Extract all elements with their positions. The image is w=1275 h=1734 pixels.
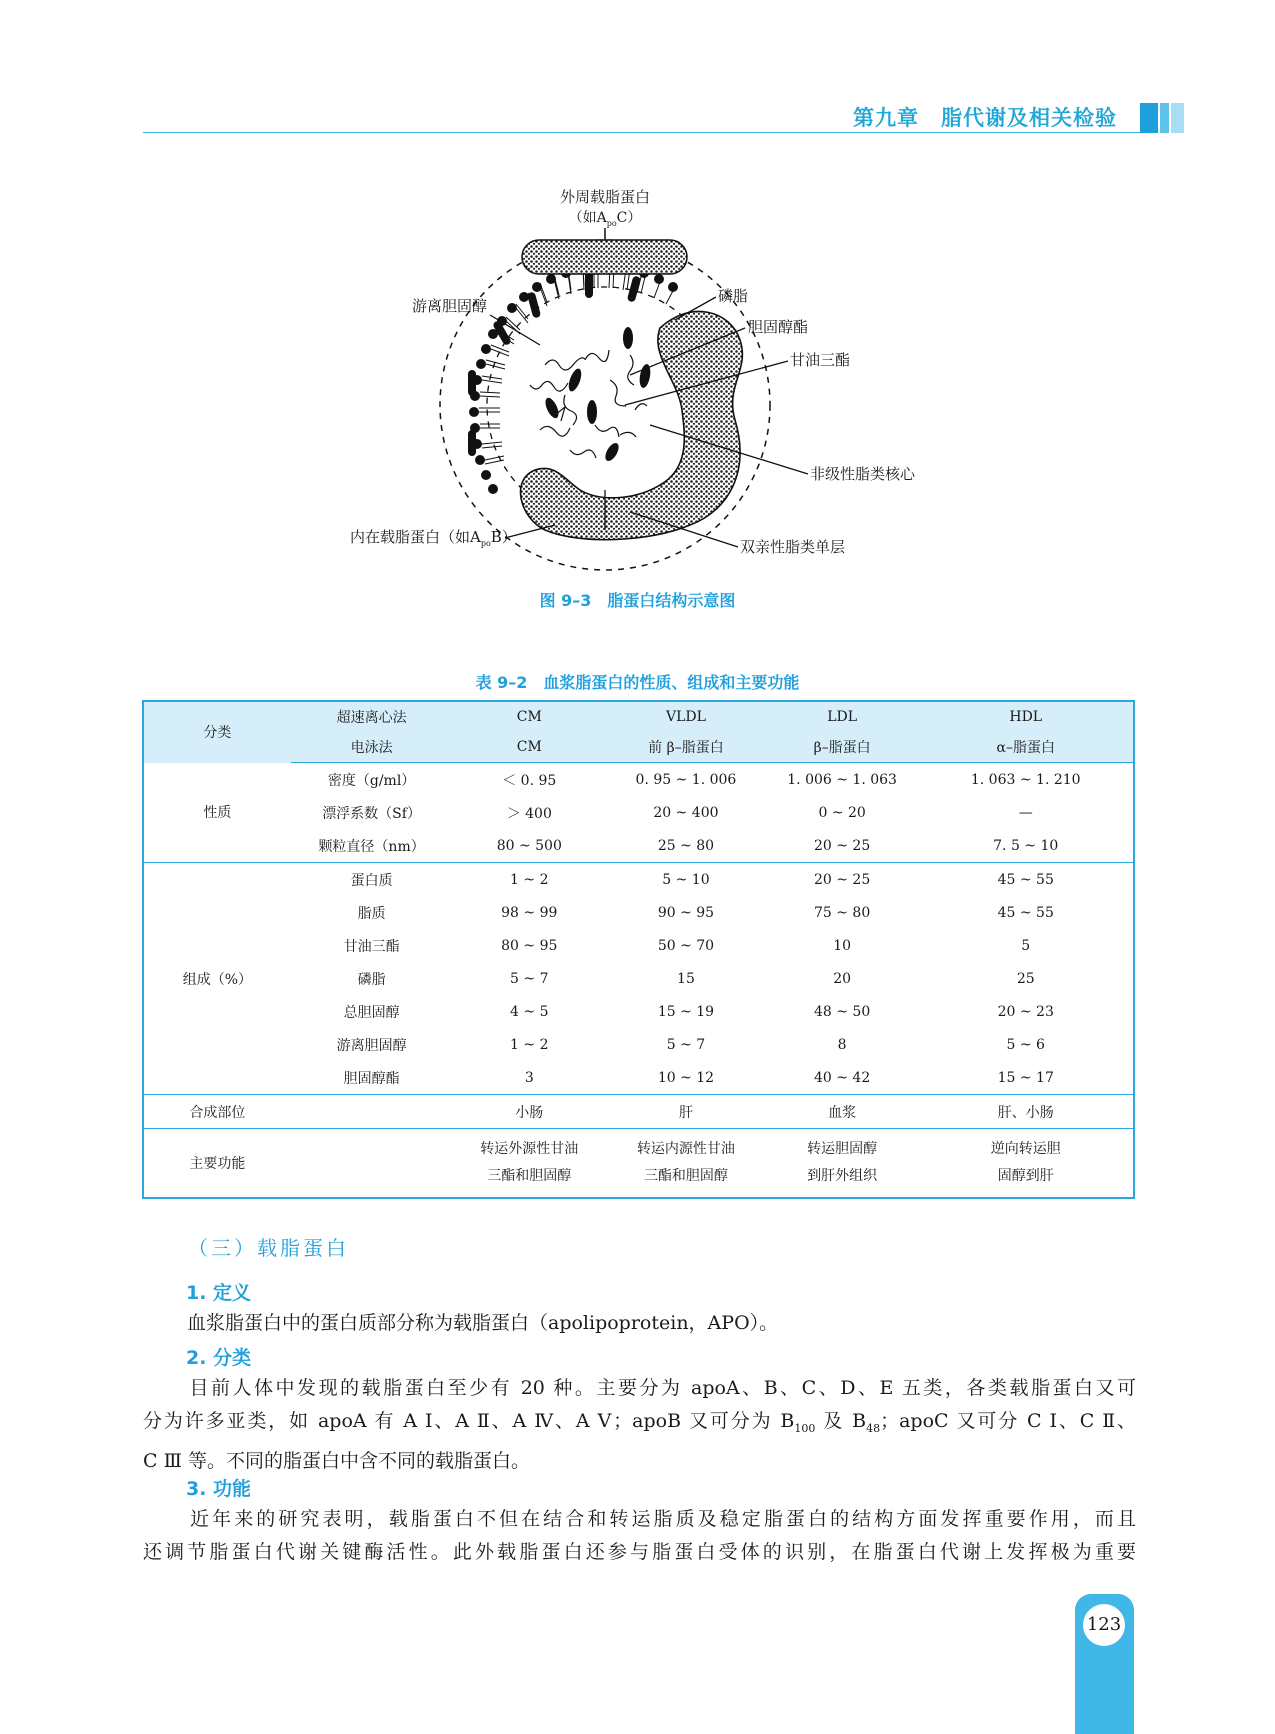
cell: ＜ 0. 95: [502, 772, 557, 789]
header-accent-block: [1160, 103, 1169, 133]
lipoprotein-diagram: [330, 180, 950, 580]
cell: 8: [837, 1036, 847, 1053]
table-caption: 表 9–2 血浆脂蛋白的性质、组成和主要功能: [475, 673, 800, 692]
cell: 10: [833, 937, 852, 954]
header-classification: 分类: [143, 701, 291, 763]
header-col-beta: β–脂蛋白: [766, 732, 919, 763]
label-cholesterol-ester: 胆固醇酯: [748, 318, 809, 336]
row-label: 密度（g/ml）: [327, 772, 416, 789]
table-row: [143, 796, 1134, 829]
header-col-cm-ep: CM: [452, 732, 606, 763]
cell: ＞ 400: [506, 805, 552, 822]
label-triglyceride: 甘油三酯: [790, 351, 851, 369]
cell: 20 ~ 25: [766, 863, 919, 897]
group-properties: 性质: [203, 805, 232, 822]
table-row: [143, 1095, 1134, 1129]
cell: 98 ~ 99: [501, 904, 558, 921]
group-synthesis-site: 合成部位: [143, 1095, 291, 1129]
cell: 45 ~ 55: [997, 904, 1054, 921]
cell: 75 ~ 80: [813, 904, 871, 921]
table-row: [143, 929, 1134, 962]
cell: 15 ~ 17: [997, 1069, 1054, 1086]
cell: 1. 063 ~ 1. 210: [970, 771, 1081, 788]
table-row: [143, 962, 1134, 995]
cell: 20 ~ 25: [813, 837, 871, 854]
label-phospholipid: 磷脂: [718, 287, 749, 305]
section-heading: （三）载脂蛋白: [188, 1236, 349, 1260]
table-row: [143, 896, 1134, 929]
cell: 10 ~ 12: [657, 1069, 715, 1086]
header-ultracentrifuge: 超速离心法: [291, 701, 453, 732]
cell: 逆向转运胆 固醇到肝: [918, 1129, 1134, 1199]
cell: 20: [833, 970, 852, 987]
label-peripheral-apo-example: （如$A_{po}C$）: [568, 210, 642, 228]
cell: 5: [1021, 937, 1031, 954]
cell: 80 ~ 500: [496, 837, 562, 854]
subheading-definition: 1. 定义: [186, 1282, 252, 1304]
cell: 20 ~ 23: [997, 1003, 1054, 1020]
row-label: 颗粒直径（nm）: [318, 838, 425, 855]
header-col-alpha: α–脂蛋白: [918, 732, 1134, 763]
cell: [291, 1095, 453, 1129]
cell: 25: [1016, 970, 1035, 987]
lipoprotein-table: [142, 700, 1135, 1199]
row-label: 游离胆固醇: [336, 1037, 407, 1054]
cell: 4 ~ 5: [510, 1003, 549, 1020]
cell: 15 ~ 19: [657, 1003, 715, 1020]
table-row: [143, 829, 1134, 863]
paragraph-definition: 血浆脂蛋白中的蛋白质部分称为载脂蛋白（apolipoprotein，APO）。: [187, 1312, 779, 1334]
header-electrophoresis: 电泳法: [291, 732, 453, 763]
header-col-vldl: VLDL: [606, 701, 766, 732]
cell: 转运内源性甘油 三酯和胆固醇: [606, 1129, 766, 1199]
cell: 小肠: [452, 1095, 606, 1129]
cell: 肝、小肠: [918, 1095, 1134, 1129]
table-row: [143, 1028, 1134, 1061]
cell: —: [1018, 804, 1033, 821]
row-label: 总胆固醇: [343, 1004, 400, 1021]
cell: [291, 1129, 453, 1199]
table-row: [143, 863, 1134, 897]
cell: 40 ~ 42: [813, 1069, 871, 1086]
header-col-cm: CM: [452, 701, 606, 732]
table-row: [143, 1129, 1134, 1199]
cell: 48 ~ 50: [813, 1003, 871, 1020]
row-label: 漂浮系数（Sf）: [322, 805, 421, 822]
header-accent-block: [1171, 103, 1184, 133]
table-row: [143, 763, 1134, 797]
cell: 15: [677, 970, 695, 987]
cell: 5 ~ 10: [606, 863, 766, 897]
label-free-cholesterol: 游离胆固醇: [412, 297, 488, 315]
group-main-function: 主要功能: [143, 1129, 291, 1199]
cell: 50 ~ 70: [657, 937, 715, 954]
cell: 7. 5 ~ 10: [993, 837, 1059, 854]
cell: 25 ~ 80: [657, 837, 715, 854]
row-label: 胆固醇酯: [343, 1070, 400, 1087]
header-accent-block: [1140, 103, 1158, 133]
label-intrinsic-apo: 内在载脂蛋白（如$A_{po}B$）: [350, 528, 517, 548]
cell: 90 ~ 95: [657, 904, 715, 921]
header-col-hdl: HDL: [918, 701, 1134, 732]
label-amphipathic-monolayer: 双亲性脂类单层: [740, 538, 846, 556]
cell: 转运胆固醇 到肝外组织: [766, 1129, 919, 1199]
label-peripheral-apo: 外周载脂蛋白: [559, 188, 651, 206]
page-number: 123: [1083, 1604, 1125, 1646]
row-label: 甘油三酯: [343, 938, 400, 955]
table-row: [143, 1061, 1134, 1095]
cell: 0 ~ 20: [818, 804, 866, 821]
paragraph-classification: 目前人体中发现的载脂蛋白至少有 20 种。主要分为 apoA、B、C、D、E 五类，各类载脂蛋白又可 分为许多亚类，如 apoA 有 A Ⅰ、A Ⅱ、A Ⅳ、A Ⅴ；apoB 又可分为 $B_{100}$ 及 $B_{48}$；apoC 又可分 C Ⅰ、C Ⅱ、 C Ⅲ 等。不同的脂蛋白中含不同的载脂蛋白。: [143, 1377, 1136, 1472]
cell: 血浆: [766, 1095, 919, 1129]
cell: 5 ~ 6: [1006, 1036, 1045, 1053]
header-col-pre-beta: 前 β–脂蛋白: [606, 732, 766, 763]
cell: 45 ~ 55: [918, 863, 1134, 897]
cell: 5 ~ 7: [510, 970, 549, 987]
cell: 1. 006 ~ 1. 063: [787, 771, 897, 788]
cell: 肝: [606, 1095, 766, 1129]
label-nonpolar-core: 非级性脂类核心: [810, 465, 916, 483]
cell: 5 ~ 7: [666, 1036, 706, 1053]
row-label: 脂质: [357, 905, 386, 922]
cell: 20 ~ 400: [653, 804, 719, 821]
cell: 0. 95 ~ 1. 006: [635, 771, 737, 788]
header-rule: [143, 132, 1143, 133]
cell: 转运外源性甘油 三酯和胆固醇: [452, 1129, 606, 1199]
group-composition: 组成（%）: [143, 863, 291, 1095]
row-label: 磷脂: [357, 971, 386, 988]
cell: 1 ~ 2: [452, 863, 606, 897]
subheading-classification: 2. 分类: [186, 1347, 252, 1369]
lipoprotein-structure-figure: [330, 180, 950, 580]
subheading-function: 3. 功能: [186, 1478, 252, 1500]
header-col-ldl: LDL: [766, 701, 919, 732]
cell: 3: [524, 1069, 534, 1086]
paragraph-function: 近年来的研究表明，载脂蛋白不但在结合和转运脂质及稳定脂蛋白的结构方面发挥重要作用，而且 还调节脂蛋白代谢关键酶活性。此外载脂蛋白还参与脂蛋白受体的识别，在脂蛋白代谢上发挥极为重要: [143, 1508, 1136, 1563]
table-row: [143, 995, 1134, 1028]
row-label: 蛋白质: [291, 863, 453, 897]
cell: 1 ~ 2: [510, 1036, 549, 1053]
chapter-title: 第九章 脂代谢及相关检验: [853, 106, 1117, 130]
figure-caption: 图 9–3 脂蛋白结构示意图: [539, 591, 736, 610]
cell: 80 ~ 95: [501, 937, 558, 954]
